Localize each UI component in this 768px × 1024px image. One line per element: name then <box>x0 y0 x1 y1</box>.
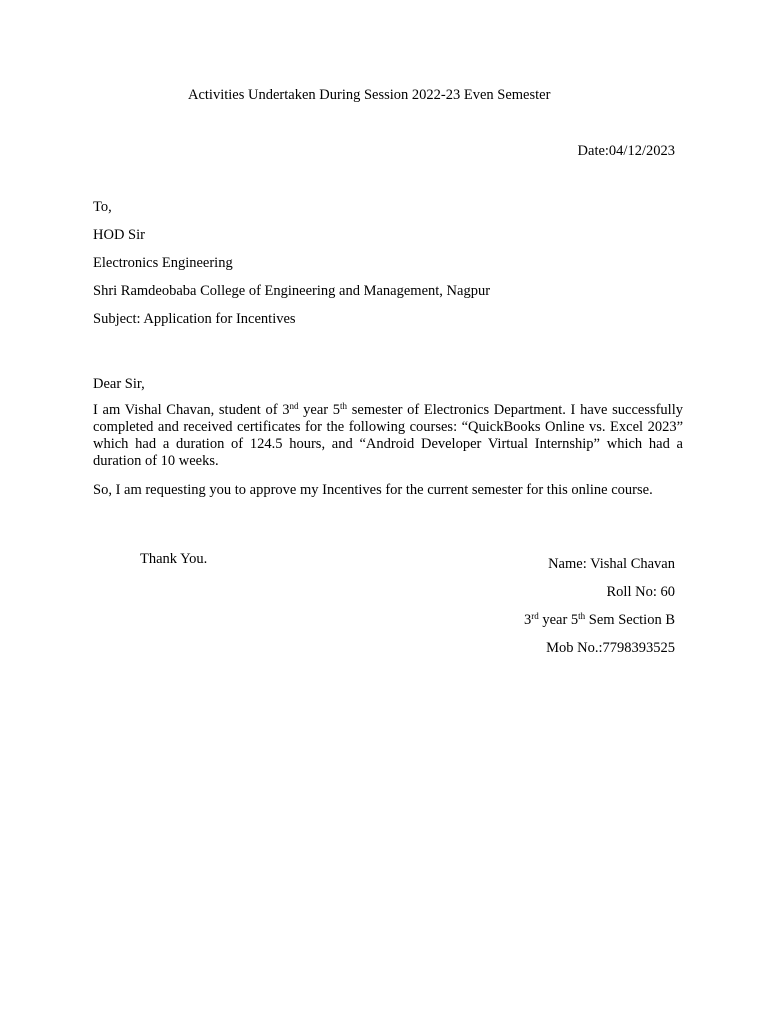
sig-year-sup: rd <box>531 611 539 621</box>
letter-subject: Subject: Application for Incentives <box>93 311 296 327</box>
address-institution: Shri Ramdeobaba College of Engineering and Management, Nagpur <box>93 283 491 299</box>
body-paragraph-1 <box>93 402 683 470</box>
p1-mid: year 5 <box>298 402 341 418</box>
sig-sem-sup: th <box>578 611 586 621</box>
closing-thanks: Thank You. <box>140 551 208 567</box>
sig-year-num: 3 <box>523 612 532 628</box>
p1-sup-th: th <box>340 401 348 411</box>
p1-sup-nd: nd <box>289 401 299 411</box>
address-to: To, <box>93 199 112 215</box>
signature-roll: Roll No: 60 <box>606 584 675 600</box>
p1-rest: semester of Electronics Department. I have successfully completed and received certificates for the following courses: “QuickBooks Online vs. Excel 2023” which had a duration of 124.5 hours, and “Android Developer Virtual Internship” which had a duration of 10 weeks. <box>93 402 683 469</box>
body-paragraph-2: So, I am requesting you to approve my Incentives for the current semester for this online course. <box>93 482 653 498</box>
address-recipient: HOD Sir <box>93 227 145 243</box>
signature-section <box>524 613 675 628</box>
salutation: Dear Sir, <box>93 376 145 392</box>
sig-sem-rest: Sem Section B <box>585 612 675 628</box>
sig-year-mid: year 5 <box>538 612 579 628</box>
letter-date: Date:04/12/2023 <box>577 143 675 159</box>
document-title: Activities Undertaken During Session 2022-23 Even Semester <box>188 87 551 103</box>
p1-intro: I am Vishal Chavan, student of 3 <box>93 402 290 418</box>
signature-name: Name: Vishal Chavan <box>548 556 675 572</box>
signature-mobile: Mob No.:7798393525 <box>546 640 675 656</box>
address-department: Electronics Engineering <box>93 255 233 271</box>
